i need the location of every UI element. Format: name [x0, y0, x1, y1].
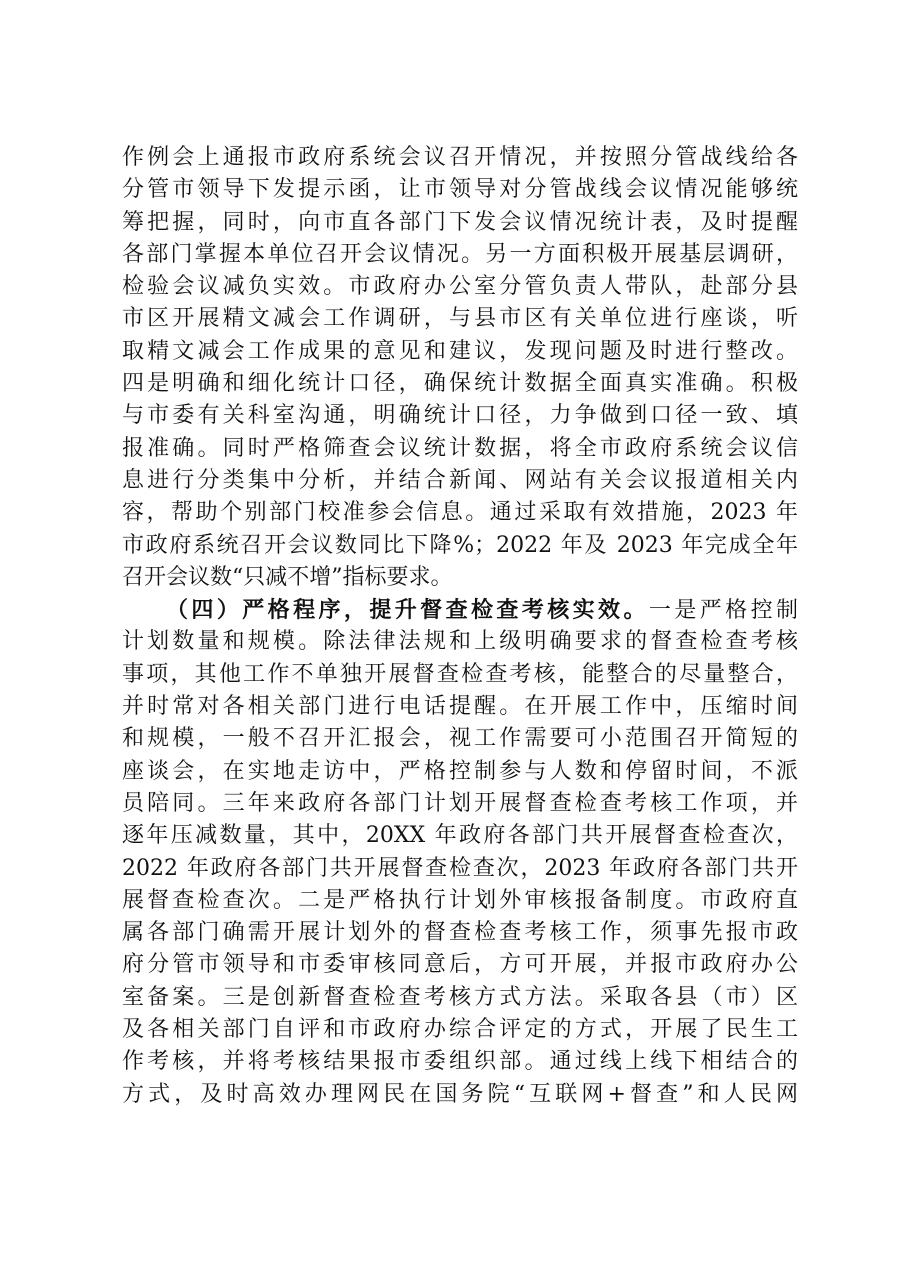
text-line: 检验会议减负实效。市政府办公室分管负责人带队，赴部分县	[122, 274, 798, 300]
document-body	[122, 142, 798, 1111]
text-line: 并时常对各相关部门进行电话提醒。在开展工作中，压缩时间	[122, 694, 798, 720]
text-line: 市区开展精文减会工作调研，与县市区有关单位进行座谈，听	[122, 306, 798, 332]
paragraph-first-line	[122, 594, 798, 626]
text-line: 展督查检查次。二是严格执行计划外审核报备制度。市政府直	[122, 887, 798, 913]
text-line: 取精文减会工作成果的意见和建议，发现问题及时进行整改。	[122, 338, 798, 364]
text-line: 计划数量和规模。除法律法规和上级明确要求的督查检查考核	[122, 629, 798, 655]
text-line: 筹把握，同时，向市直各部门下发会议情况统计表，及时提醒	[122, 209, 798, 235]
section-heading: （四）严格程序，提升督查检查考核实效。	[166, 597, 649, 624]
text-line: 各部门掌握本单位召开会议情况。另一方面积极开展基层调研，	[122, 241, 798, 267]
text-line: 府分管市领导和市委审核同意后，方可开展，并报市政府办公	[122, 952, 798, 978]
text-line: 及各相关部门自评和市政府办综合评定的方式，开展了民生工	[122, 1017, 798, 1043]
text-line: 报准确。同时严格筛查会议统计数据，将全市政府系统会议信	[122, 435, 798, 461]
text-line: 召开会议数“只减不增”指标要求。	[122, 564, 453, 590]
text-line: 作例会上通报市政府系统会议召开情况，并按照分管战线给各	[122, 145, 798, 170]
text-line: 市政府系统召开会议数同比下降%；2022 年及 2023 年完成全年	[122, 532, 798, 558]
text-line: 属各部门确需开展计划外的督查检查考核工作，须事先报市政	[122, 920, 798, 946]
text-line: 和规模，一般不召开汇报会，视工作需要可小范围召开简短的	[122, 726, 798, 752]
text-line: 与市委有关科室沟通，明确统计口径，力争做到口径一致、填	[122, 403, 798, 429]
text-line: 员陪同。三年来政府各部门计划开展督查检查考核工作项，并	[122, 790, 798, 816]
text-line: 2022 年政府各部门共开展督查检查次，2023 年政府各部门共开	[122, 855, 798, 881]
text-line: 容，帮助个别部门校准参会信息。通过采取有效措施，2023 年	[122, 500, 798, 526]
text-line: 息进行分类集中分析，并结合新闻、网站有关会议报道相关内	[122, 467, 798, 493]
text-line: 方式，及时高效办理网民在国务院“互联网+督查”和人民网	[122, 1081, 798, 1107]
text-run: 一是严格控制	[648, 598, 798, 624]
text-line: 四是明确和细化统计口径，确保统计数据全面真实准确。积极	[122, 371, 798, 397]
paragraph-1	[122, 142, 798, 594]
text-line: 逐年压减数量，其中，20XX 年政府各部门共开展督查检查次，	[122, 823, 798, 849]
text-line: 室备案。三是创新督查检查考核方式方法。采取各县（市）区	[122, 984, 798, 1010]
text-line: 事项，其他工作不单独开展督查检查考核，能整合的尽量整合，	[122, 661, 798, 687]
text-line: 座谈会，在实地走访中，严格控制参与人数和停留时间，不派	[122, 758, 798, 784]
text-line: 作考核，并将考核结果报市委组织部。通过线上线下相结合的	[122, 1049, 798, 1075]
text-line: 分管市领导下发提示函，让市领导对分管战线会议情况能够统	[122, 177, 798, 203]
paragraph-2	[122, 594, 798, 1111]
